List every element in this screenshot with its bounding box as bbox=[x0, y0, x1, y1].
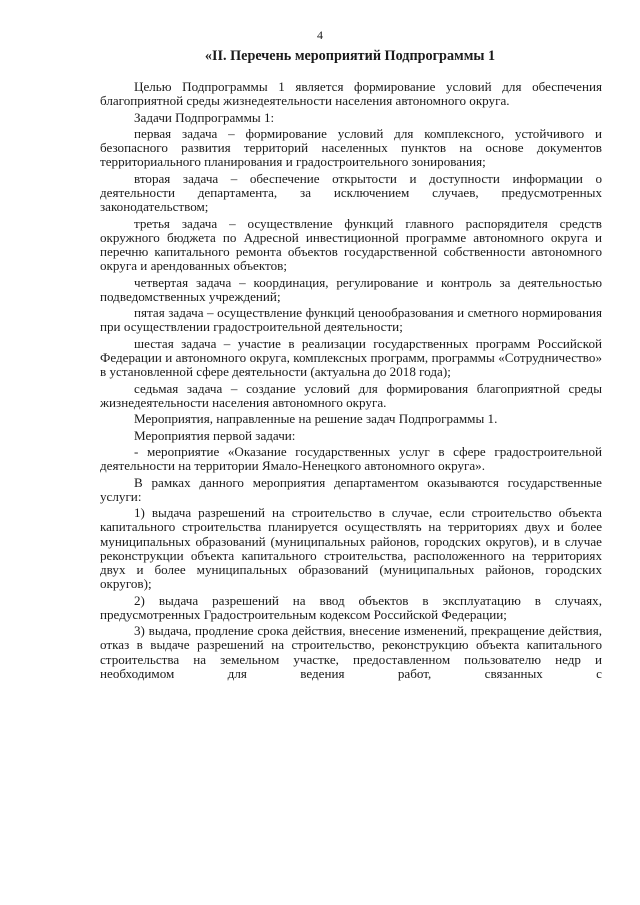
paragraph: 2) выдача разрешений на ввод объектов в эксплуатацию в случаях, предусмотренных Градостроительным кодексом Российской Федерации; bbox=[100, 592, 602, 622]
paragraph: В рамках данного мероприятия департаментом оказываются государственные услуги: bbox=[100, 474, 602, 504]
document-body bbox=[100, 80, 602, 683]
paragraph: третья задача – осуществление функций главного распорядителя средств окружного бюджета по Адресной инвестиционной программе автономного округа и перечню капитального ремонта объектов государственной собственности автономного округа и арендованных объектов; bbox=[100, 215, 602, 274]
paragraph: Мероприятия первой задачи: bbox=[134, 427, 296, 443]
paragraph: Мероприятия, направленные на решение задач Подпрограммы 1. bbox=[134, 411, 498, 427]
paragraph: Целью Подпрограммы 1 является формирование условий для обеспечения благоприятной среды жизнедеятельности населения автономного округа. bbox=[100, 79, 602, 109]
paragraph: вторая задача – обеспечение открытости и доступности информации о деятельности департамента, за исключением случаев, предусмотренных законодательством; bbox=[100, 170, 602, 215]
paragraph: пятая задача – осуществление функций ценообразования и сметного нормирования при осуществлении градостроительной деятельности; bbox=[100, 305, 602, 335]
paragraph: первая задача – формирование условий для комплексного, устойчивого и безопасного развития территорий населенных пунктов на основе документов территориального планирования и градостроительного зонирования; bbox=[100, 125, 602, 170]
paragraph: - мероприятие «Оказание государственных услуг в сфере градостроительной деятельности на территории Ямало-Ненецкого автономного округа». bbox=[100, 443, 602, 474]
paragraph: шестая задача – участие в реализации государственных программ Российской Федерации и автономного округа, комплексных программ, программы «Сотрудничество» в установленной сфере деятельности (актуальна до 2018 года); bbox=[100, 335, 602, 380]
page-number: 4 bbox=[317, 28, 323, 42]
paragraph: четвертая задача – координация, регулирование и контроль за деятельностью подведомственных учреждений; bbox=[100, 274, 602, 304]
paragraph: 1) выдача разрешений на строительство в случае, если строительство объекта капитального строительства планируется осуществлять на территориях двух и более муниципальных образований (муниципальных районов, городских округов), и в случае реконструкции объекта капитального строительства, расположенного на территориях двух и более муниципальных образований (муниципальных районов, городских округов); bbox=[100, 505, 602, 592]
paragraph: Задачи Подпрограммы 1: bbox=[134, 109, 275, 125]
paragraph: 3) выдача, продление срока действия, внесение изменений, прекращение действия, отказ в выдаче разрешений на строительство, реконструкцию объекта капитального строительства на земельном участке, предоставленном пользователю недр и необходимом для ведения работ, связанных с bbox=[100, 623, 602, 681]
paragraph: седьмая задача – создание условий для формирования благоприятной среды жизнедеятельности населения автономного округа. bbox=[100, 380, 602, 410]
section-heading: «II. Перечень мероприятий Подпрограммы 1 bbox=[204, 48, 496, 64]
